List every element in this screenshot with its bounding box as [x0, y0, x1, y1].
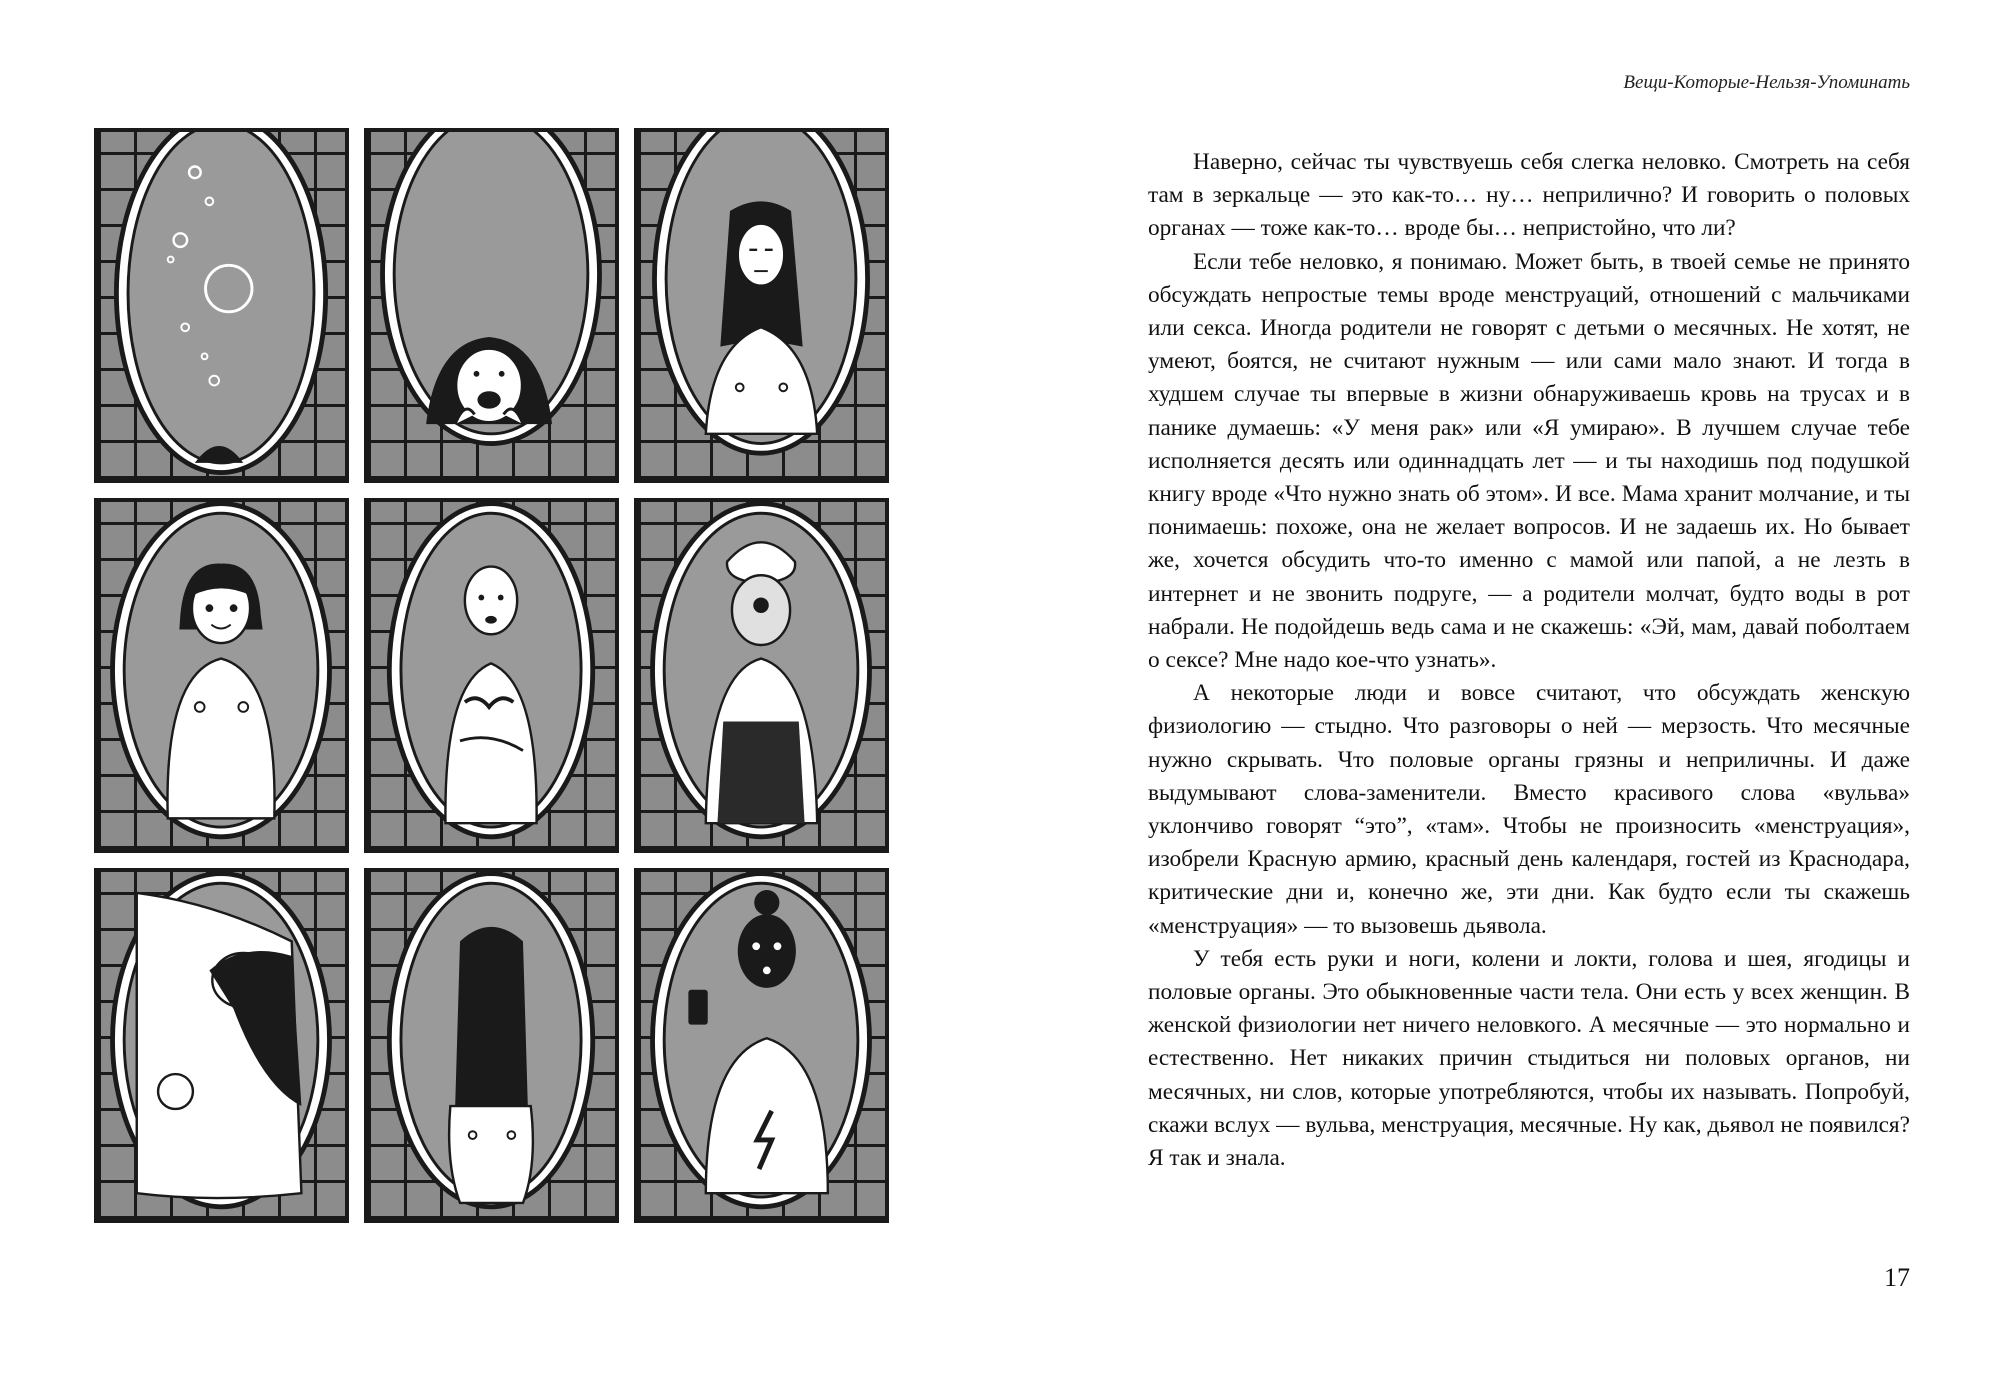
comic-panel-upside-down-girl [94, 868, 349, 1223]
mirror-towel-turban-drawing [638, 502, 885, 849]
mirror-bob-hair-drawing [98, 502, 345, 849]
mirror-long-hair-drawing [638, 132, 885, 479]
comic-panel-hair-over-face-girl [364, 868, 619, 1223]
paragraph: Наверно, сейчас ты чувствуешь себя слегка неловко. Смотреть на себя там в зеркальце — это как-то… ну… неприлично? И говорить о половых органах — тоже как-то… вроде бы… непристойно, что ли? [1148, 149, 1910, 242]
mirror-girl-mouth-drawing [368, 132, 615, 479]
body-text [1148, 146, 1910, 1175]
comic-panel-towel-turban-girl [634, 498, 889, 853]
page-number: 17 [1884, 1263, 1910, 1292]
comic-panel-shaved-head-girl [364, 498, 619, 853]
mirror-shaved-head-drawing [368, 502, 615, 849]
mirror-bubbles-drawing [98, 132, 345, 479]
comic-panel-girl-mouth-open [364, 128, 619, 483]
mirror-upside-down-drawing [98, 872, 345, 1219]
comic-panel-bubbles [94, 128, 349, 483]
running-head: Вещи-Которые-Нельзя-Упоминать [1623, 72, 1910, 93]
paragraph: Если тебе неловко, я понимаю. Может быть, в твоей семье не принято обсуждать непростые темы вроде менструаций, отношений с мальчиками или секса. Иногда родители не говорят с детьми о месячных. Не хотят, не умеют, боятся, не считают нужным — или сами мало знают. И тогда в худшем случае ты впервые в жизни обнаруживаешь кровь на трусах и в панике думаешь: «У меня рак» или «Я умираю». В лучшем случае тебе исполняется десять или одиннадцать лет — и ты находишь под подушкой книгу вроде «Что нужно знать об этом». И все. Мама хранит молчание, и ты понимаешь: похоже, она не желает вопросов. И не задаешь их. Но бывает же, хочется обсудить что-то именно с мамой или папой, а не лезть в интернет и не звонить подруге, — а родители молчат, будто воды в рот набрали. Не подойдешь ведь сама и не скажешь: «Эй, мам, давай поболтаем о сексе? Мне надо кое-что узнать». [1148, 248, 1910, 674]
mirror-hair-over-face-drawing [368, 872, 615, 1219]
paragraph: А некоторые люди и вовсе считают, что обсуждать женскую физиологию — стыдно. Что разговоры о ней — мерзость. Что месячные нужно скрывать. Что половые органы грязны и неприличны. И даже выдумывают слова-заменители. Вместо красивого слова «вульва» уклончиво говорят “это”, «там». Чтобы не произносить «менструация», изобрели Красную армию, красный день календаря, гостей из Краснодара, критические дни и, конечно же, эти дни. Как будто если ты скажешь «менструация» — то вызовешь дьявола. [1148, 680, 1910, 939]
mirror-face-mask-selfie-drawing [638, 872, 885, 1219]
comic-panel-long-hair-girl [634, 128, 889, 483]
comic-panel-bob-hair-girl [94, 498, 349, 853]
comic-illustration [94, 128, 889, 1221]
comic-panel-face-mask-selfie-girl [634, 868, 889, 1223]
paragraph: У тебя есть руки и ноги, колени и локти, голова и шея, ягодицы и половые органы. Это обыкновенные части тела. Они есть у всех женщин. В женской физиологии нет ничего неловкого. А месячные — это нормально и естественно. Нет никаких причин стыдиться ни половых органов, ни месячных, ни слов, которые употребляются, чтобы их называть. Попробуй, скажи вслух — вульва, менструация, месячные. Ну как, дьявол не появился? Я так и знала. [1148, 945, 1910, 1172]
